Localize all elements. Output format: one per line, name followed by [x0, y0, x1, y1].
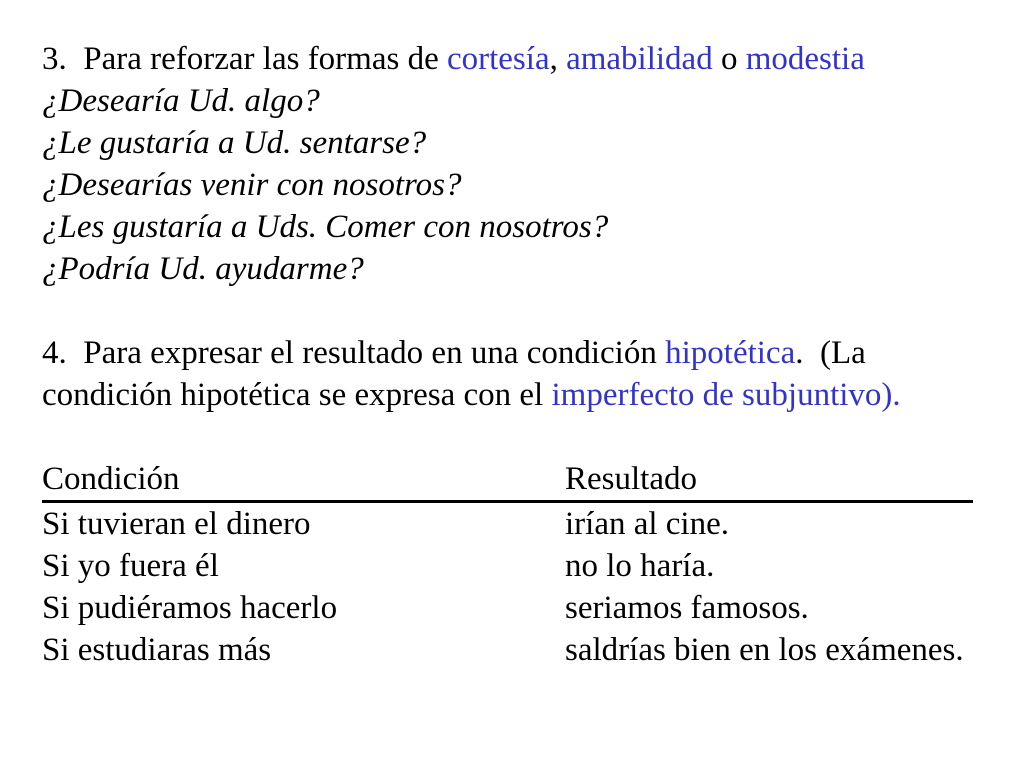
condition-cell: Si tuvieran el dinero: [42, 506, 311, 542]
column-header-condicion: Condición: [42, 461, 180, 497]
section4-line2: [42, 374, 994, 416]
highlighted-term-cortesia: cortesía: [446, 41, 550, 77]
highlighted-term-amabilidad: amabilidad: [566, 41, 713, 77]
highlighted-term-modestia: modestia: [745, 41, 865, 77]
text-segment: 3. Para reforzar las formas de: [42, 41, 447, 77]
result-cell: seriamos famosos.: [565, 590, 809, 626]
condition-result-table: [42, 458, 973, 671]
table-row: [42, 503, 973, 545]
result-cell: irían al cine.: [565, 506, 730, 542]
spacer: [42, 416, 994, 458]
text-segment: condición hipotética se expresa con el: [42, 377, 552, 413]
result-cell: no lo haría.: [565, 548, 715, 584]
condition-cell: Si pudiéramos hacerlo: [42, 590, 338, 626]
table-row: [42, 629, 973, 671]
example-question-4: ¿Les gustaría a Uds. Comer con nosotros?: [42, 209, 609, 245]
table-row: [42, 587, 973, 629]
section4-line1: [42, 332, 994, 374]
section3-intro: [42, 38, 994, 80]
text-segment: ,: [549, 41, 567, 77]
table-row: [42, 545, 973, 587]
text-segment: o: [712, 41, 746, 77]
highlighted-term-hipotetica: hipotética: [665, 335, 796, 371]
condition-cell: Si yo fuera él: [42, 548, 219, 584]
column-header-resultado: Resultado: [565, 461, 697, 497]
condition-cell: Si estudiaras más: [42, 632, 272, 668]
text-segment: 4. Para expresar el resultado en una condición: [42, 335, 666, 371]
example-question-1: ¿Desearía Ud. algo?: [42, 83, 320, 119]
table-header-row: [42, 458, 973, 503]
example-question-5: ¿Podría Ud. ayudarme?: [42, 251, 364, 287]
highlighted-term-imperfecto-subjuntivo: imperfecto de subjuntivo).: [551, 377, 901, 413]
example-question-2: ¿Le gustaría a Ud. sentarse?: [42, 125, 427, 161]
spacer: [42, 290, 994, 332]
example-question-3: ¿Desearías venir con nosotros?: [42, 167, 462, 203]
result-cell: saldrías bien en los exámenes.: [565, 632, 964, 668]
text-segment: . (La: [795, 335, 866, 371]
